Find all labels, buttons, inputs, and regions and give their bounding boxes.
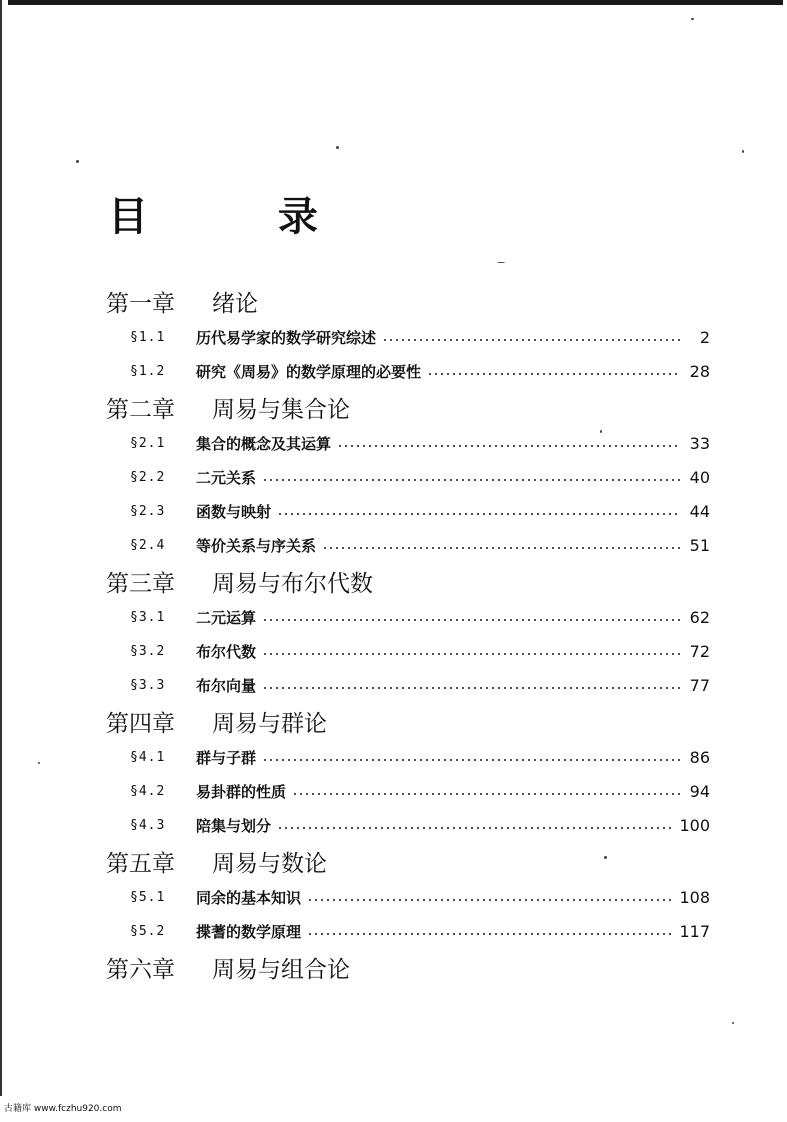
left-border-rule <box>0 0 2 1096</box>
chapter-heading[interactable] <box>106 388 710 426</box>
chapter-heading[interactable] <box>106 948 710 986</box>
section-entry[interactable] <box>106 600 710 634</box>
scan-speck <box>732 1022 734 1024</box>
section-number: §3.3 <box>130 677 166 693</box>
page-number: 2 <box>699 327 710 347</box>
section-title: 布尔代数 <box>196 642 257 661</box>
dot-leader <box>262 687 680 689</box>
chapter-number: 第六章 <box>106 956 175 983</box>
page-number: 44 <box>689 501 710 521</box>
dot-leader <box>382 339 680 341</box>
page-number: 72 <box>689 641 710 661</box>
section-entry[interactable] <box>106 528 710 562</box>
scan-speck <box>38 762 40 764</box>
dot-leader <box>322 547 680 549</box>
section-title: 等价关系与序关系 <box>196 536 317 555</box>
dot-leader <box>307 899 671 901</box>
section-entry[interactable] <box>106 808 710 842</box>
dot-leader <box>337 445 680 447</box>
section-number: §2.2 <box>130 469 166 485</box>
chapter-title: 周易与群论 <box>212 710 327 737</box>
section-number: §4.3 <box>130 817 166 833</box>
chapter-title: 绪论 <box>212 290 258 317</box>
chapter-title: 周易与组合论 <box>212 956 350 983</box>
section-number: §1.1 <box>130 329 166 345</box>
chapter-heading[interactable] <box>106 702 710 740</box>
dot-leader <box>307 933 671 935</box>
section-number: §3.2 <box>130 643 166 659</box>
section-entry[interactable] <box>106 914 710 948</box>
dot-leader <box>262 653 680 655</box>
section-title: 易卦群的性质 <box>196 782 287 801</box>
page-number: 28 <box>689 361 710 381</box>
section-entry[interactable] <box>106 740 710 774</box>
chapter-title: 周易与布尔代数 <box>212 570 373 597</box>
dot-leader <box>292 793 680 795</box>
chapter-title: 周易与集合论 <box>212 396 350 423</box>
top-border-rule <box>8 0 783 5</box>
section-number: §1.2 <box>130 363 166 379</box>
chapter-number: 第三章 <box>106 570 175 597</box>
dot-leader <box>262 479 680 481</box>
section-entry[interactable] <box>106 320 710 354</box>
section-number: §5.2 <box>130 923 166 939</box>
footer-watermark: 古籍库 www.fczhu920.com <box>4 1104 122 1114</box>
page-number: 100 <box>679 815 710 835</box>
section-number: §4.2 <box>130 783 166 799</box>
page-number: 40 <box>689 467 710 487</box>
section-entry[interactable] <box>106 460 710 494</box>
section-title: 集合的概念及其运算 <box>196 434 332 453</box>
section-title: 布尔向量 <box>196 676 257 695</box>
section-title: 函数与映射 <box>196 502 272 521</box>
page-number: 117 <box>679 921 710 941</box>
dot-leader <box>427 373 680 375</box>
section-number: §2.1 <box>130 435 166 451</box>
chapter-number: 第五章 <box>106 850 175 877</box>
scan-speck <box>336 146 339 149</box>
page-number: 77 <box>689 675 710 695</box>
section-title: 研究《周易》的数学原理的必要性 <box>196 362 422 381</box>
section-entry[interactable] <box>106 668 710 702</box>
chapter-heading[interactable] <box>106 562 710 600</box>
page-number: 33 <box>689 433 710 453</box>
section-title: 同余的基本知识 <box>196 888 302 907</box>
section-title: 历代易学家的数学研究综述 <box>196 328 377 347</box>
section-entry[interactable] <box>106 634 710 668</box>
dot-leader <box>262 759 680 761</box>
page-number: 86 <box>689 747 710 767</box>
section-title: 二元运算 <box>196 608 257 627</box>
chapter-number: 第二章 <box>106 396 175 423</box>
section-number: §4.1 <box>130 749 166 765</box>
section-title: 群与子群 <box>196 748 257 767</box>
section-title: 二元关系 <box>196 468 257 487</box>
scan-speck <box>497 262 505 263</box>
section-number: §2.4 <box>130 537 166 553</box>
section-number: §2.3 <box>130 503 166 519</box>
section-title: 陪集与划分 <box>196 816 272 835</box>
chapter-number: 第一章 <box>106 290 175 317</box>
scan-speck <box>76 160 79 163</box>
page-number: 62 <box>689 607 710 627</box>
section-number: §5.1 <box>130 889 166 905</box>
scan-speck <box>742 150 744 153</box>
page-number: 51 <box>689 535 710 555</box>
chapter-title: 周易与数论 <box>212 850 327 877</box>
page-number: 94 <box>689 781 710 801</box>
page-number: 108 <box>679 887 710 907</box>
section-entry[interactable] <box>106 354 710 388</box>
chapter-heading[interactable] <box>106 842 710 880</box>
section-title: 揲蓍的数学原理 <box>196 922 302 941</box>
page-title: 目 录 <box>108 194 376 240</box>
chapter-number: 第四章 <box>106 710 175 737</box>
dot-leader <box>277 827 671 829</box>
section-entry[interactable] <box>106 494 710 528</box>
section-number: §3.1 <box>130 609 166 625</box>
dot-leader <box>277 513 680 515</box>
toc-list <box>106 282 710 986</box>
dot-leader <box>262 619 680 621</box>
chapter-heading[interactable] <box>106 282 710 320</box>
table-of-contents <box>106 282 710 986</box>
scan-speck <box>691 18 694 20</box>
section-entry[interactable] <box>106 774 710 808</box>
section-entry[interactable] <box>106 426 710 460</box>
section-entry[interactable] <box>106 880 710 914</box>
